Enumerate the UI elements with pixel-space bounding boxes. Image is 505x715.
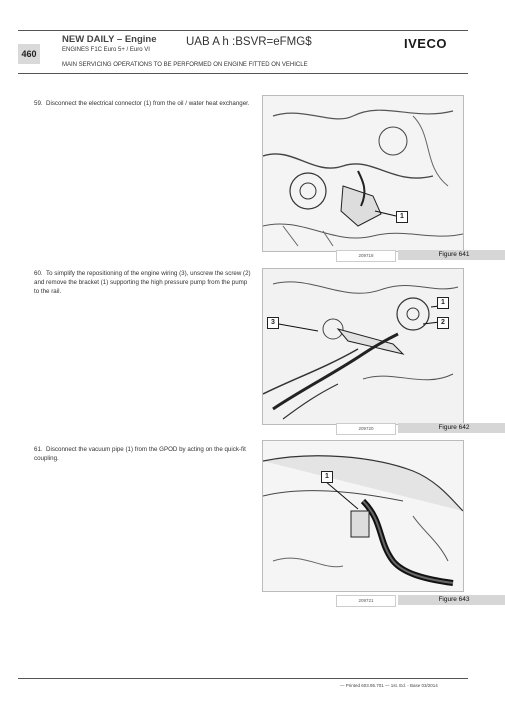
figure-641-caption (336, 250, 505, 260)
step-number: 61. (34, 446, 43, 453)
step-number: 59. (34, 100, 43, 107)
figure-641 (262, 95, 464, 252)
callout-1: 1 (437, 297, 449, 309)
manual-title: NEW DAILY – Engine (62, 34, 157, 45)
step-number: 60. (34, 270, 43, 277)
figure-642 (262, 268, 464, 425)
iveco-logo: IVECO (404, 36, 447, 51)
step-61 (34, 445, 252, 463)
wiring-bracket-photo (263, 269, 463, 424)
manual-subtitle: ENGINES F1C Euro 5+ / Euro VI (62, 47, 150, 53)
page-number: 460 (18, 44, 40, 64)
callout-2: 2 (437, 317, 449, 329)
figure-code: 209721 (336, 595, 396, 607)
figure-642-caption (336, 423, 505, 433)
step-60 (34, 269, 252, 296)
figure-code: 209720 (336, 423, 396, 435)
figure-code: 209718 (336, 250, 396, 262)
header-code: UAB A h :BSVR=eFMG$ (186, 36, 312, 48)
footer-divider (18, 678, 468, 679)
step-text: Disconnect the electrical connector (1) from the oil / water heat exchanger. (46, 100, 250, 107)
engine-connector-photo (263, 96, 463, 251)
callout-3: 3 (267, 317, 279, 329)
step-text: Disconnect the vacuum pipe (1) from the GPOD by acting on the quick-fit coupling. (34, 446, 246, 462)
figure-label: Figure 643 (398, 595, 505, 605)
header-divider-top (18, 30, 468, 31)
callout-1: 1 (321, 471, 333, 483)
figure-643 (262, 440, 464, 592)
section-title: MAIN SERVICING OPERATIONS TO BE PERFORMED ON ENGINE FITTED ON VEHICLE (62, 62, 308, 68)
header-divider-bottom (18, 73, 468, 74)
callout-1: 1 (396, 211, 408, 223)
footer-text: — Printed 603.95.701 — 1st. Ed. - Base 03/2014 (340, 683, 438, 688)
figure-label: Figure 642 (398, 423, 505, 433)
step-text: To simplify the repositioning of the engine wiring (3), unscrew the screw (2) and remove the bracket (1) supporting the high pressure pump from the pump to the rail. (34, 270, 251, 295)
figure-label: Figure 641 (398, 250, 505, 260)
step-59 (34, 99, 252, 108)
vacuum-pipe-photo (263, 441, 463, 591)
page-header (0, 0, 505, 80)
figure-643-caption (336, 595, 505, 605)
